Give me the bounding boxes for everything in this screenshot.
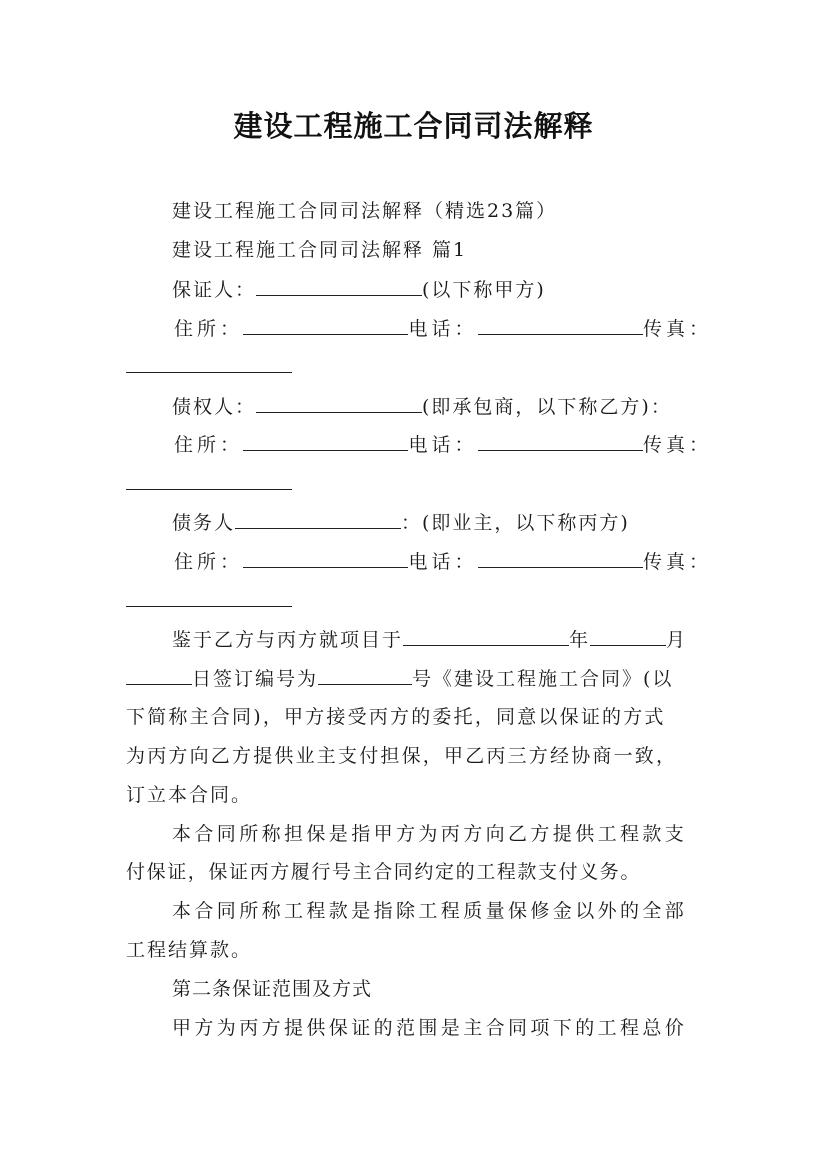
creditor-blank	[256, 393, 422, 413]
guarantor-blank	[256, 276, 422, 296]
debtor-label: 债务人	[172, 512, 236, 534]
debtor-line	[172, 509, 630, 536]
paragraph-4-line-1: 甲方为丙方提供保证的范围是主合同项下的工程总价	[172, 1017, 688, 1039]
paragraph-1-line-4: 为丙方向乙方提供业主支付担保，甲乙丙三方经协商一致，	[126, 745, 678, 767]
address-label: 住所：	[174, 551, 244, 573]
subtitle: 建设工程施工合同司法解释（精选23篇）	[172, 200, 558, 222]
fax-blank	[126, 372, 292, 373]
paragraph-1-line-2	[126, 665, 673, 692]
address-label: 住所：	[174, 318, 244, 340]
paragraph-3-line-2: 工程结算款。	[126, 939, 253, 961]
p1-text-a: 鉴于乙方与丙方就项目于	[172, 629, 404, 651]
creditor-address-row	[174, 431, 712, 458]
fax-label: 传真：	[642, 318, 712, 340]
p1-text-contract: 号《建设工程施工合同》(以	[412, 668, 674, 690]
phone-label: 电话：	[408, 318, 478, 340]
paragraph-3-line-1: 本合同所称工程款是指除工程质量保修金以外的全部	[172, 900, 688, 922]
address-blank	[243, 431, 408, 451]
creditor-suffix: (即承包商，以下称乙方)：	[422, 396, 672, 418]
article-heading: 建设工程施工合同司法解释 篇1	[172, 239, 468, 261]
contract-number-blank	[318, 665, 412, 685]
debtor-blank	[235, 509, 401, 529]
phone-label: 电话：	[408, 551, 478, 573]
fax-blank	[126, 489, 292, 490]
paragraph-1-line-1	[172, 626, 687, 653]
address-label: 住所：	[174, 434, 244, 456]
phone-blank	[478, 315, 643, 335]
guarantor-suffix: (以下称甲方)	[422, 279, 546, 301]
fax-blank	[126, 606, 292, 607]
date-year-blank	[403, 626, 569, 646]
fax-label: 传真：	[642, 551, 712, 573]
fax-label: 传真：	[642, 434, 712, 456]
paragraph-1-line-3: 下简称主合同)，甲方接受丙方的委托，同意以保证的方式	[126, 706, 666, 728]
date-month-blank	[590, 626, 666, 646]
creditor-line	[172, 393, 672, 420]
phone-blank	[478, 431, 643, 451]
paragraph-2-line-1: 本合同所称担保是指甲方为丙方向乙方提供工程款支	[172, 823, 688, 845]
p1-text-number-label: 日签订编号为	[192, 668, 319, 690]
paragraph-2-line-2: 付保证，保证丙方履行号主合同约定的工程款支付义务。	[126, 861, 642, 883]
section-2-heading: 第二条保证范围及方式	[172, 978, 373, 1000]
debtor-address-row	[174, 548, 712, 575]
phone-label: 电话：	[408, 434, 478, 456]
address-blank	[243, 548, 408, 568]
address-blank	[243, 315, 408, 335]
creditor-label: 债权人：	[172, 396, 257, 418]
guarantor-address-row	[174, 315, 712, 342]
p1-text-year: 年	[569, 629, 591, 651]
phone-blank	[478, 548, 643, 568]
debtor-suffix: ：(即业主，以下称丙方)	[401, 512, 630, 534]
date-day-blank	[126, 665, 192, 685]
guarantor-line	[172, 276, 546, 303]
p1-text-month: 月	[666, 629, 688, 651]
page-title: 建设工程施工合同司法解释	[233, 109, 594, 143]
paragraph-1-line-5: 订立本合同。	[126, 784, 253, 806]
guarantor-label: 保证人：	[172, 279, 257, 301]
